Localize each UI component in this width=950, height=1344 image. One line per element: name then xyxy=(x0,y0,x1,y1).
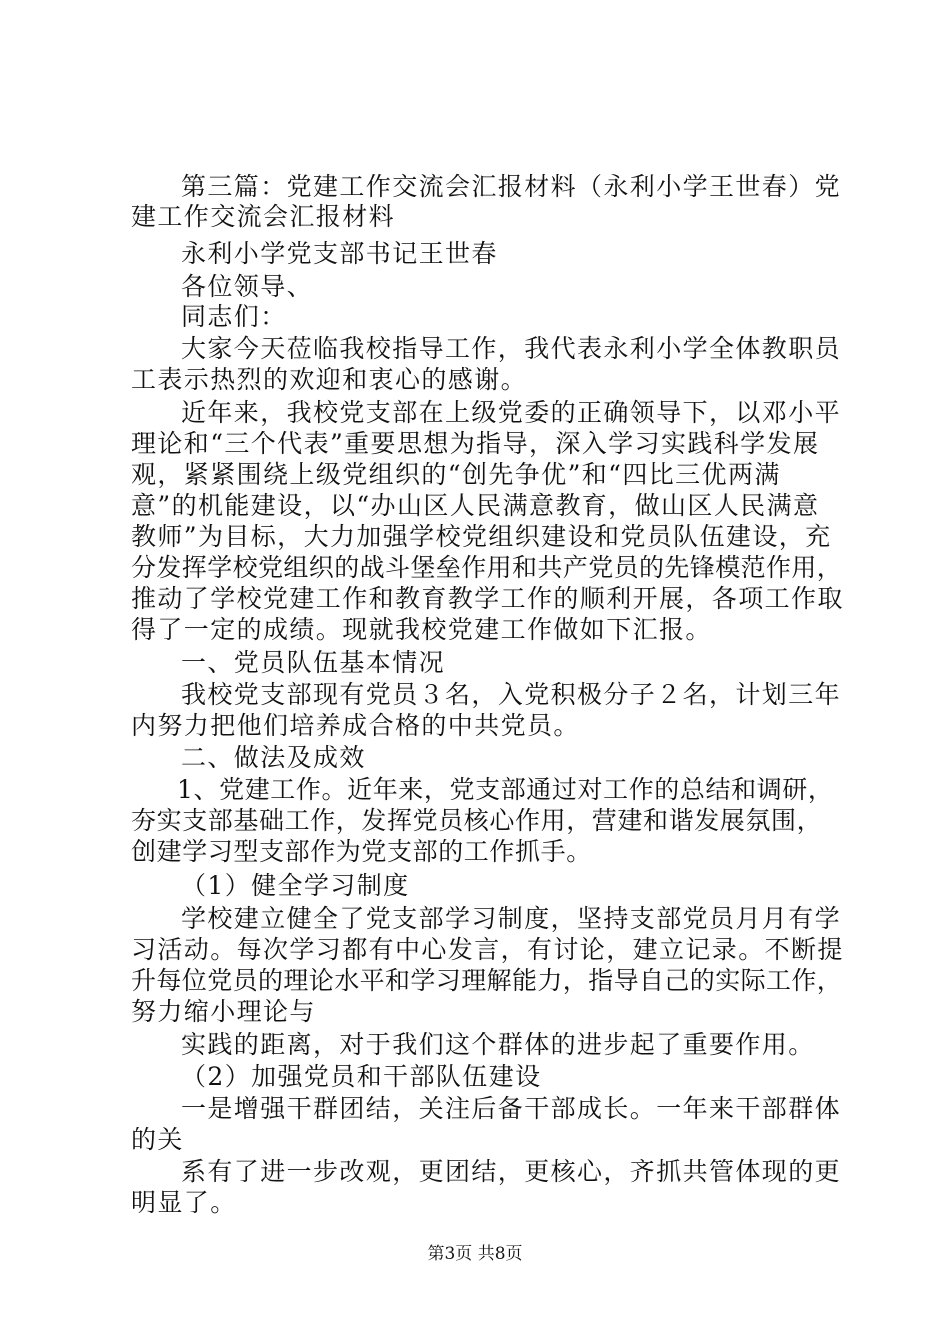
text-line: 习活动。每次学习都有中心发言，有讨论，建立记录。不断提 xyxy=(131,935,844,964)
text-line: 工表示热烈的欢迎和衷心的感谢。 xyxy=(131,365,528,394)
page-number-footer: 第3页 共8页 xyxy=(427,1244,523,1264)
text-line: 夯实支部基础工作，发挥党员核心作用，营建和谐发展氛围， xyxy=(131,806,823,835)
text-line: 第三篇：党建工作交流会汇报材料（永利小学王世春）党 xyxy=(181,172,842,201)
section-heading: 一、党员队伍基本情况 xyxy=(181,648,446,677)
text-line: 分发挥学校党组织的战斗堡垒作用和共产党员的先锋模范作用， xyxy=(131,553,843,582)
salutation-line: 各位领导、 xyxy=(181,272,314,301)
text-line: 内努力把他们培养成合格的中共党员。 xyxy=(131,711,580,740)
subsection-heading: （1）健全学习制度 xyxy=(181,871,410,900)
text-line: 努力缩小理论与 xyxy=(131,997,316,1026)
text-line: 学校建立健全了党支部学习制度，坚持支部党员月月有学 xyxy=(181,904,842,933)
author-line: 永利小学党支部书记王世春 xyxy=(181,239,498,268)
text-line: 一是增强干群团结，关注后备干部成长。一年来干部群体 xyxy=(181,1094,842,1123)
text-line: 升每位党员的理论水平和学习理解能力，指导自己的实际工作， xyxy=(131,966,843,995)
text-line: 大家今天莅临我校指导工作，我代表永利小学全体教职员 xyxy=(181,334,842,363)
salutation-line: 同志们： xyxy=(181,302,287,331)
text-line: 近年来，我校党支部在上级党委的正确领导下，以邓小平 xyxy=(181,398,842,427)
section-heading: 二、做法及成效 xyxy=(181,743,366,772)
text-line: 创建学习型支部作为党支部的工作抓手。 xyxy=(131,837,592,866)
text-line: 实践的距离，对于我们这个群体的进步起了重要作用。 xyxy=(181,1030,815,1059)
text-line: 1、党建工作。近年来，党支部通过对工作的总结和调研， xyxy=(177,775,834,804)
text-line: 得了一定的成绩。现就我校党建工作做如下汇报。 xyxy=(131,615,712,644)
text-line: 观，紧紧围绕上级党组织的“创先争优”和“四比三优两满 xyxy=(131,460,781,489)
text-line: 我校党支部现有党员３名，入党积极分子２名，计划三年 xyxy=(181,680,842,709)
text-line: 推动了学校党建工作和教育教学工作的顺利开展，各项工作取 xyxy=(131,584,844,613)
text-line: 理论和“三个代表”重要思想为指导，深入学习实践科学发展 xyxy=(131,429,820,458)
text-line: 教师”为目标，大力加强学校党组织建设和党员队伍建设，充 xyxy=(131,522,832,551)
text-line: 明显了。 xyxy=(131,1188,237,1217)
text-line: 意”的机能建设，以“办山区人民满意教育，做山区人民满意 xyxy=(131,491,820,520)
text-line: 建工作交流会汇报材料 xyxy=(131,202,396,231)
text-line: 的关 xyxy=(131,1125,184,1154)
subsection-heading: （2）加强党员和干部队伍建设 xyxy=(181,1062,542,1091)
text-line: 系有了进一步改观，更团结，更核心，齐抓共管体现的更 xyxy=(181,1157,842,1186)
